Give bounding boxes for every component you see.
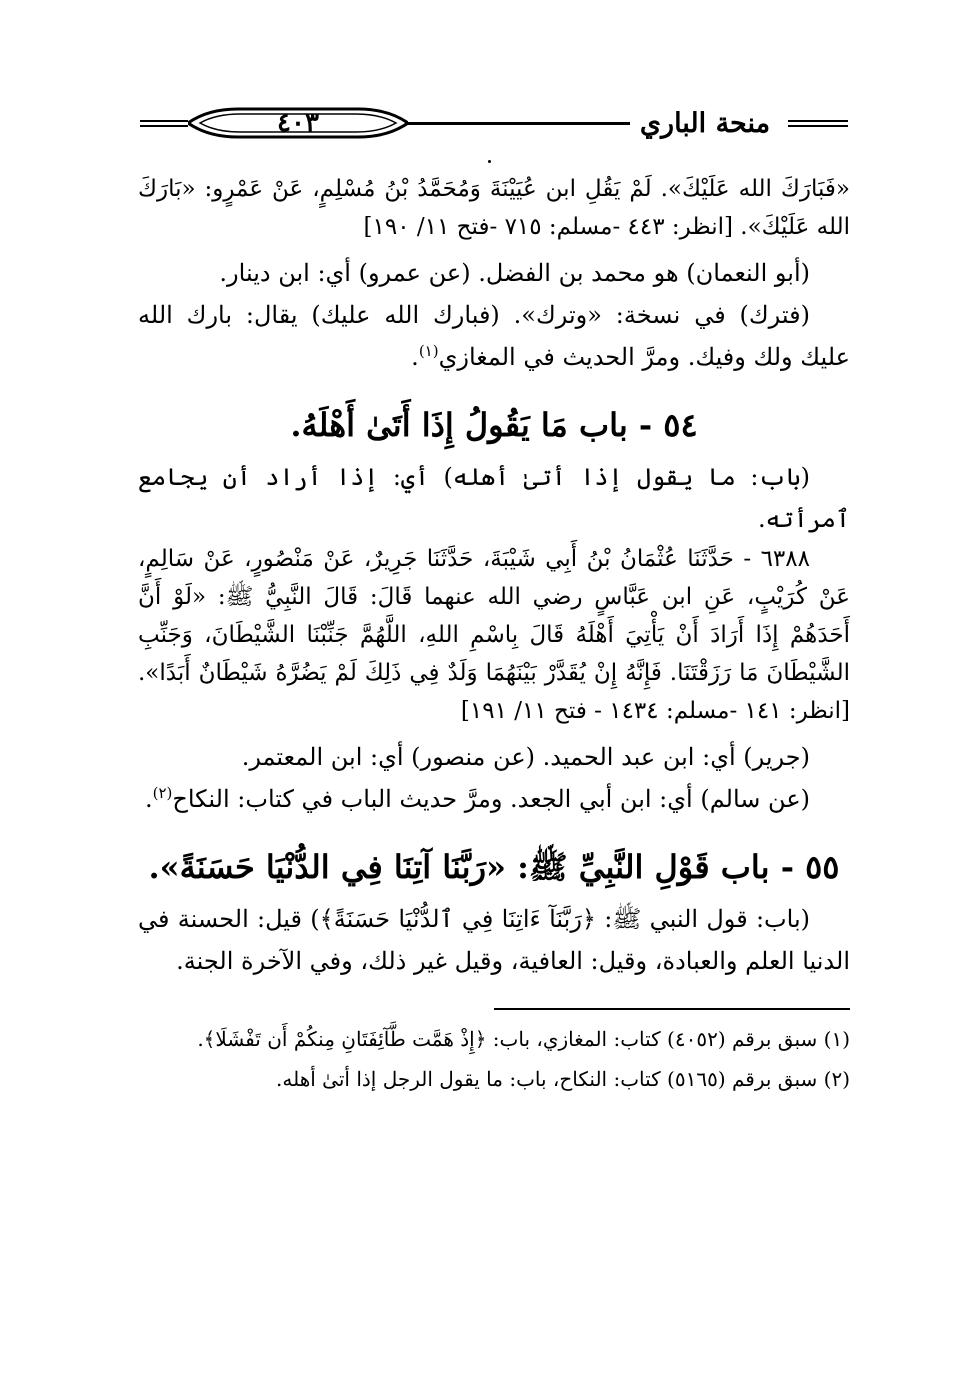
header-rule-middle xyxy=(408,122,630,125)
hadith-text: ٦٣٨٨ - حَدَّثَنَا عُثْمَانُ بْنُ أَبِي شَيْبَةَ، حَدَّثَنَا جَرِيرٌ، عَنْ مَنْصُورٍ، عَنْ سَالِمٍ، عَنْ كُرَيْبٍ، عَنِ ابن عَبَّاسٍ رضي الله عنهما قَالَ: قَالَ النَّبِيُّ ﷺ: «لَوْ أَنَّ أَحَدَهُمْ إِذَا أَرَادَ أَنْ يَأْتِيَ أَهْلَهُ قَالَ بِاسْمِ اللهِ، اللَّهُمَّ جَنِّبْنَا الشَّيْطَانَ، وَجَنِّبِ الشَّيْطَانَ مَا رَزَقْتَنَا. فَإِنَّهُ إِنْ يُقَدَّرْ بَيْنَهُمَا وَلَدٌ فِي ذَلِكَ لَمْ يَضُرَّهُ شَيْطَانٌ أَبَدًا». [انظر: ١٤١ -مسلم: ١٤٣٤ - فتح ١١/ ١٩١] xyxy=(138,546,850,724)
commentary-paragraph: (عن سالم) أي: ابن أبي الجعد. ومرَّ حديث الباب في كتاب: النكاح$^{(٢)}$. xyxy=(144,784,810,813)
chapter-intro: (باب: قول النبي ﷺ: ﴿رَبَّنَآ ءَاتِنَا فِي ٱلدُّنْيَا حَسَنَةً﴾) قيل: الحسنة في الدنيا العلم والعبادة، وقيل: العافية، وقيل غير ذلك، وفي الآخرة الجنة. xyxy=(138,905,850,975)
footnote-marker: (١) xyxy=(418,342,439,360)
header-rule-right xyxy=(788,120,848,127)
commentary-paragraph: (فترك) في نسخة: «وترك». (فبارك الله عليك) يقال: بارك الله عليك ولك وفيك. ومرَّ الحديث في المغازي$^{(١)}$. xyxy=(138,301,850,371)
footnote: (١) سبق برقم (٤٠٥٢) كتاب: المغازي، باب: ﴿إِذْ هَمَّت طَّآئِفَتَانِ مِنكُمْ أَن تَفْشَلَا﴾. xyxy=(197,1027,850,1051)
footnote-marker: (٢) xyxy=(152,784,173,802)
hadith-continuation: «فَبَارَكَ الله عَلَيْكَ». لَمْ يَقُلِ ابن عُيَيْنَةَ وَمُحَمَّدُ بْنُ مُسْلِمٍ، عَنْ عَمْرٍو: «بَارَكَ الله عَلَيْكَ». [انظر: ٤٤٣ -مسلم: ٧١٥ -فتح ١١/ ١٩٠] xyxy=(138,176,850,240)
page-number-frame xyxy=(188,106,408,140)
section-heading: ٥٥ - باب قَوْلِ النَّبِيِّ ﷺ: «رَبَّنَا آتِنَا فِي الدُّنْيَا حَسَنَةً». xyxy=(148,848,840,886)
running-header xyxy=(140,104,850,144)
commentary-text: (عن سالم) أي: ابن أبي الجعد. ومرَّ حديث الباب في كتاب: النكاح xyxy=(172,785,810,813)
running-title: منحة الباري xyxy=(639,108,771,139)
footnote: (٢) سبق برقم (٥١٦٥) كتاب: النكاح، باب: ما يقول الرجل إذا أتىٰ أهله. xyxy=(276,1067,850,1091)
print-speck xyxy=(488,160,491,163)
commentary-paragraph: (جرير) أي: ابن عبد الحميد. (عن منصور) أي: ابن المعتمر. xyxy=(241,743,810,771)
page-number: ٤٠٣ xyxy=(277,108,319,138)
commentary-text: (فترك) في نسخة: «وترك». (فبارك الله عليك) يقال: بارك الله عليك ولك وفيك. ومرَّ الحديث في المغازي xyxy=(138,301,850,371)
section-heading: ٥٤ - باب مَا يَقُولُ إِذَا أَتَىٰ أَهْلَهُ. xyxy=(290,406,698,444)
chapter-intro: (باب: ما يقول إذا أتىٰ أهله) أي: إذا أراد أن يجامع ٱمرأته. xyxy=(138,463,850,533)
footnote-separator xyxy=(494,1008,850,1010)
footnotes xyxy=(138,1022,850,1096)
header-rule-left xyxy=(140,120,188,127)
page-body xyxy=(138,170,850,1096)
commentary-paragraph: (أبو النعمان) هو محمد بن الفضل. (عن عمرو) أي: ابن دينار. xyxy=(219,259,810,287)
